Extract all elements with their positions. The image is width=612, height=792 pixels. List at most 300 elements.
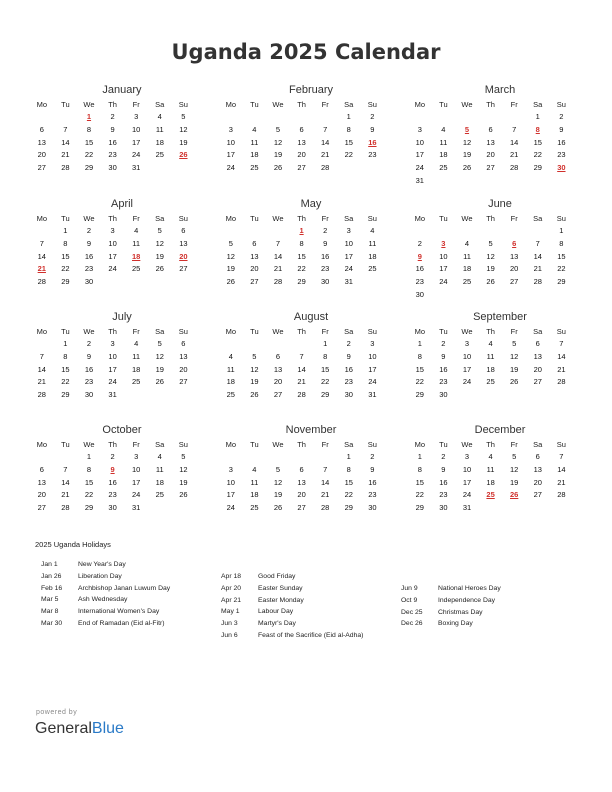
day-cell: 5: [275, 124, 281, 134]
weekday-header: Mo: [225, 214, 236, 223]
holiday-row: [41, 606, 221, 618]
weekday-header: Fr: [132, 327, 140, 336]
day-cell: 17: [226, 490, 235, 500]
month-name: May: [300, 198, 322, 210]
day-cell: 1: [346, 452, 351, 461]
day-cell: 7: [559, 339, 564, 348]
holiday-row: [41, 618, 221, 630]
holiday-date: Jun 3: [221, 620, 238, 628]
day-cell: 1: [63, 339, 68, 348]
month-october: [34, 423, 210, 515]
weekday-header: We: [272, 214, 284, 223]
day-cell: 1: [63, 226, 68, 235]
day-cell: 28: [37, 390, 46, 400]
day-cell: 12: [510, 464, 519, 474]
day-cell: 8: [559, 238, 564, 248]
day-cell: 22: [415, 490, 424, 500]
month-grid: [219, 211, 399, 289]
day-cell: 27: [37, 503, 46, 513]
day-cell: 20: [37, 490, 46, 500]
day-cell: 29: [61, 390, 70, 400]
day-cell: 14: [273, 251, 283, 261]
holiday-date: Apr 20: [221, 584, 242, 592]
day-cell: 27: [37, 163, 46, 173]
day-cell: 25: [250, 163, 259, 173]
day-cell: 12: [462, 137, 472, 147]
day-cell: 7: [63, 124, 68, 134]
holiday-name: Boxing Day: [438, 620, 473, 628]
empty-cell: [219, 111, 243, 124]
day-cell: 17: [226, 150, 235, 160]
day-cell: 18: [439, 150, 448, 160]
weekday-header: We: [272, 327, 284, 336]
day-cell: 17: [344, 251, 353, 261]
day-cell: 15: [84, 477, 94, 487]
weekday-header: Tu: [61, 100, 70, 109]
holiday-row: [41, 571, 221, 583]
day-cell: 30: [84, 277, 94, 287]
day-cell: 28: [273, 277, 283, 287]
holiday-row: [221, 606, 401, 618]
month-name: November: [285, 424, 337, 436]
month-grid: [408, 437, 588, 515]
day-cell: 27: [533, 377, 542, 387]
empty-cell: [290, 451, 314, 464]
day-cell: 15: [533, 137, 542, 147]
day-cell: 19: [179, 477, 188, 487]
empty-cell: [313, 451, 337, 464]
day-cell: 2: [86, 226, 92, 235]
weekday-header: Su: [367, 327, 377, 336]
day-cell: 13: [37, 477, 46, 487]
day-cell: 28: [557, 377, 566, 387]
holiday-name: Easter Monday: [258, 596, 304, 604]
day-cell: 9: [110, 124, 115, 134]
holiday-row: [41, 594, 221, 606]
day-cell: 7: [275, 238, 281, 248]
day-cell: 10: [462, 464, 472, 474]
month-february: [223, 83, 399, 175]
day-cell: 28: [61, 163, 70, 173]
holiday-column: [41, 559, 221, 630]
holiday-name: Easter Sunday: [258, 584, 303, 592]
holiday-row: [221, 618, 401, 630]
day-cell: 2: [110, 112, 115, 121]
day-cell: 11: [250, 137, 259, 147]
day-cell: 18: [486, 477, 495, 487]
day-cell: 19: [510, 364, 519, 374]
day-cell: 4: [441, 124, 446, 134]
day-cell: 25: [155, 490, 164, 500]
day-cell: 26: [273, 503, 283, 513]
weekday-header: Fr: [132, 214, 140, 223]
day-cell: 23: [368, 490, 377, 500]
holiday-name: End of Ramadan (Eid al-Fitr): [78, 619, 165, 627]
weekday-header: Tu: [61, 327, 70, 336]
day-cell: 22: [297, 264, 306, 274]
holiday-day: 8: [535, 124, 540, 134]
day-cell: 23: [415, 277, 424, 287]
weekday-header: Mo: [36, 214, 47, 223]
day-cell: 20: [510, 264, 519, 274]
day-cell: 15: [557, 251, 566, 261]
day-cell: 11: [132, 238, 141, 248]
day-cell: 13: [486, 137, 495, 147]
holiday-date: Feb 16: [41, 584, 63, 592]
day-cell: 18: [155, 477, 164, 487]
day-cell: 12: [226, 251, 235, 261]
day-cell: 3: [346, 226, 351, 235]
day-cell: 19: [273, 150, 283, 160]
weekday-header: Sa: [533, 327, 543, 336]
holiday-column: [221, 571, 401, 642]
month-name: April: [110, 198, 133, 210]
holiday-row: [221, 630, 401, 642]
empty-cell: [243, 225, 267, 238]
day-cell: 27: [510, 277, 519, 287]
day-cell: 21: [61, 490, 70, 500]
weekday-header: Su: [556, 440, 566, 449]
holiday-row: [401, 583, 581, 595]
month-name: February: [288, 84, 334, 96]
weekday-header: We: [461, 327, 473, 336]
weekday-header: Fr: [132, 440, 140, 449]
weekday-header: Su: [556, 100, 566, 109]
day-cell: 28: [37, 277, 46, 287]
day-cell: 28: [297, 390, 306, 400]
holiday-day: 5: [464, 124, 470, 134]
day-cell: 14: [557, 464, 566, 474]
day-cell: 8: [417, 351, 422, 361]
day-cell: 6: [488, 124, 493, 134]
holiday-day: 16: [368, 137, 377, 147]
day-cell: 2: [441, 339, 446, 348]
empty-cell: [502, 111, 526, 124]
weekday-header: Su: [178, 100, 188, 109]
day-cell: 12: [155, 351, 164, 361]
day-cell: 8: [323, 351, 328, 361]
holiday-day: 18: [132, 251, 141, 261]
holiday-row: [221, 595, 401, 607]
weekday-header: Th: [486, 100, 495, 109]
day-cell: 8: [346, 124, 351, 134]
day-cell: 14: [321, 477, 330, 487]
day-cell: 12: [510, 351, 519, 361]
empty-cell: [479, 111, 503, 124]
weekday-header: Su: [178, 440, 188, 449]
weekday-header: Th: [108, 100, 117, 109]
day-cell: 29: [84, 503, 94, 513]
day-cell: 24: [132, 150, 141, 160]
empty-cell: [266, 451, 290, 464]
month-may: [223, 197, 399, 289]
day-cell: 21: [297, 377, 306, 387]
weekday-header: Sa: [155, 214, 165, 223]
day-cell: 7: [323, 464, 328, 474]
month-grid: [30, 97, 210, 175]
month-september: [412, 310, 588, 402]
empty-cell: [502, 225, 526, 238]
day-cell: 17: [439, 264, 448, 274]
holiday-name: New Year's Day: [78, 561, 126, 568]
day-cell: 13: [250, 251, 259, 261]
weekday-header: Sa: [155, 440, 165, 449]
holiday-day: 3: [441, 238, 446, 248]
day-cell: 30: [321, 277, 330, 287]
day-cell: 25: [132, 264, 141, 274]
weekday-header: Mo: [36, 327, 47, 336]
holiday-name: Ash Wednesday: [78, 596, 128, 604]
day-cell: 25: [132, 377, 141, 387]
day-cell: 4: [252, 124, 257, 134]
day-cell: 14: [61, 477, 70, 487]
day-cell: 22: [415, 377, 424, 387]
empty-cell: [266, 111, 290, 124]
day-cell: 3: [370, 339, 375, 348]
weekday-header: Mo: [225, 327, 236, 336]
day-cell: 19: [250, 377, 259, 387]
weekday-header: Fr: [321, 440, 329, 449]
holiday-date: Dec 25: [401, 608, 423, 616]
holiday-date: Mar 30: [41, 619, 63, 627]
day-cell: 21: [557, 477, 566, 487]
weekday-header: Th: [108, 440, 117, 449]
day-cell: 7: [559, 452, 564, 461]
weekday-header: Th: [486, 440, 495, 449]
weekday-header: Th: [297, 214, 306, 223]
day-cell: 17: [108, 251, 117, 261]
day-cell: 31: [132, 503, 141, 513]
day-cell: 13: [179, 351, 188, 361]
day-cell: 30: [439, 503, 448, 513]
day-cell: 19: [510, 477, 519, 487]
day-cell: 11: [155, 124, 164, 134]
day-cell: 21: [273, 264, 283, 274]
holiday-day: 1: [299, 226, 304, 235]
day-cell: 2: [370, 112, 375, 121]
day-cell: 8: [299, 238, 304, 248]
day-cell: 11: [226, 364, 235, 374]
day-cell: 14: [557, 351, 566, 361]
holiday-day: 6: [512, 238, 517, 248]
day-cell: 9: [86, 238, 92, 248]
weekday-header: Tu: [61, 214, 70, 223]
day-cell: 4: [228, 351, 233, 361]
day-cell: 21: [533, 264, 542, 274]
day-cell: 18: [462, 264, 472, 274]
day-cell: 22: [61, 377, 70, 387]
day-cell: 6: [252, 238, 257, 248]
weekday-header: Mo: [414, 214, 425, 223]
day-cell: 31: [132, 163, 141, 173]
holiday-row: [221, 571, 401, 583]
weekday-header: Fr: [510, 100, 518, 109]
day-cell: 19: [155, 251, 164, 261]
day-cell: 16: [108, 477, 117, 487]
day-cell: 19: [226, 264, 235, 274]
day-cell: 26: [155, 264, 164, 274]
day-cell: 15: [61, 251, 70, 261]
day-cell: 7: [39, 351, 44, 361]
day-cell: 5: [157, 339, 162, 348]
month-march: [412, 83, 588, 188]
day-cell: 12: [179, 124, 188, 134]
day-cell: 28: [321, 163, 330, 173]
day-cell: 9: [370, 124, 375, 134]
day-cell: 2: [110, 452, 115, 461]
day-cell: 22: [344, 150, 353, 160]
day-cell: 25: [226, 390, 235, 400]
day-cell: 7: [39, 238, 44, 248]
day-cell: 21: [321, 150, 330, 160]
day-cell: 29: [533, 163, 542, 173]
day-cell: 14: [533, 251, 542, 261]
day-cell: 10: [462, 351, 472, 361]
day-cell: 8: [86, 464, 92, 474]
day-cell: 2: [346, 339, 351, 348]
day-cell: 22: [533, 150, 542, 160]
holiday-row: [221, 583, 401, 595]
holiday-name: National Heroes Day: [438, 585, 501, 592]
day-cell: 3: [134, 112, 139, 121]
day-cell: 3: [110, 226, 115, 235]
page-title: Uganda 2025 Calendar: [171, 40, 441, 64]
day-cell: 10: [132, 464, 141, 474]
day-cell: 4: [157, 452, 162, 461]
day-cell: 23: [344, 377, 353, 387]
day-cell: 18: [486, 364, 495, 374]
day-cell: 16: [321, 251, 330, 261]
day-cell: 27: [179, 377, 188, 387]
day-cell: 2: [417, 238, 422, 248]
day-cell: 16: [108, 137, 117, 147]
day-cell: 25: [486, 377, 495, 387]
weekday-header: Mo: [414, 440, 425, 449]
day-cell: 24: [415, 163, 424, 173]
day-cell: 10: [226, 137, 235, 147]
day-cell: 3: [134, 452, 139, 461]
weekday-header: Th: [297, 440, 306, 449]
holiday-name: Labour Day: [258, 608, 294, 616]
empty-cell: [30, 338, 54, 351]
day-cell: 3: [417, 124, 422, 134]
weekday-header: Th: [486, 327, 495, 336]
weekday-header: Sa: [533, 440, 543, 449]
day-cell: 4: [252, 464, 257, 474]
day-cell: 6: [535, 452, 540, 461]
empty-cell: [290, 111, 314, 124]
weekday-header: Sa: [344, 214, 354, 223]
day-cell: 11: [132, 351, 141, 361]
day-cell: 26: [510, 377, 519, 387]
day-cell: 27: [250, 277, 259, 287]
day-cell: 24: [108, 264, 117, 274]
day-cell: 4: [134, 226, 139, 235]
month-grid: [219, 97, 399, 175]
month-grid: [30, 211, 210, 289]
empty-cell: [290, 338, 314, 351]
holiday-day: 20: [179, 251, 188, 261]
day-cell: 3: [228, 124, 233, 134]
day-cell: 11: [368, 238, 377, 248]
day-cell: 5: [252, 351, 257, 361]
day-cell: 12: [155, 238, 164, 248]
holiday-date: Dec 26: [401, 620, 423, 628]
day-cell: 9: [86, 351, 92, 361]
weekday-header: Th: [486, 214, 495, 223]
month-january: [34, 83, 210, 175]
weekday-header: Fr: [321, 100, 329, 109]
day-cell: 24: [368, 377, 377, 387]
day-cell: 12: [486, 251, 495, 261]
weekday-header: We: [83, 100, 95, 109]
day-cell: 13: [273, 364, 283, 374]
day-cell: 2: [370, 452, 375, 461]
holiday-date: Mar 8: [41, 608, 59, 616]
day-cell: 30: [439, 390, 448, 400]
day-cell: 26: [179, 490, 188, 500]
holiday-name: Good Friday: [258, 573, 296, 580]
day-cell: 30: [84, 390, 94, 400]
day-cell: 20: [486, 150, 495, 160]
day-cell: 8: [417, 464, 422, 474]
day-cell: 17: [462, 477, 472, 487]
day-cell: 1: [417, 452, 422, 461]
day-cell: 15: [84, 137, 94, 147]
day-cell: 8: [63, 351, 68, 361]
weekday-header: Fr: [510, 214, 518, 223]
day-cell: 18: [250, 150, 259, 160]
day-cell: 12: [273, 477, 283, 487]
day-cell: 5: [228, 238, 233, 248]
day-cell: 23: [439, 490, 448, 500]
day-cell: 17: [132, 137, 141, 147]
day-cell: 29: [557, 277, 566, 287]
brand-logo: [35, 720, 124, 738]
day-cell: 10: [108, 238, 117, 248]
weekday-header: Fr: [132, 100, 140, 109]
day-cell: 29: [297, 277, 306, 287]
weekday-header: Su: [556, 214, 566, 223]
month-name: March: [484, 84, 516, 96]
day-cell: 18: [155, 137, 164, 147]
day-cell: 4: [370, 226, 375, 235]
day-cell: 10: [368, 351, 377, 361]
weekday-header: We: [272, 100, 284, 109]
holiday-day: 30: [557, 163, 566, 173]
day-cell: 10: [344, 238, 353, 248]
day-cell: 4: [488, 452, 493, 461]
holiday-name: Christmas Day: [438, 608, 483, 616]
weekday-header: Tu: [439, 100, 448, 109]
day-cell: 25: [250, 503, 259, 513]
day-cell: 10: [439, 251, 448, 261]
day-cell: 31: [462, 503, 472, 513]
month-july: [34, 310, 210, 402]
empty-cell: [30, 111, 54, 124]
month-name: August: [293, 311, 329, 323]
weekday-header: Mo: [36, 100, 47, 109]
day-cell: 23: [108, 490, 117, 500]
weekday-header: Sa: [155, 327, 165, 336]
day-cell: 19: [155, 364, 164, 374]
day-cell: 4: [157, 112, 162, 121]
day-cell: 1: [86, 452, 92, 461]
day-cell: 30: [368, 503, 377, 513]
holiday-row: [41, 583, 221, 595]
holiday-day: 25: [486, 490, 495, 500]
weekday-header: Su: [367, 214, 377, 223]
